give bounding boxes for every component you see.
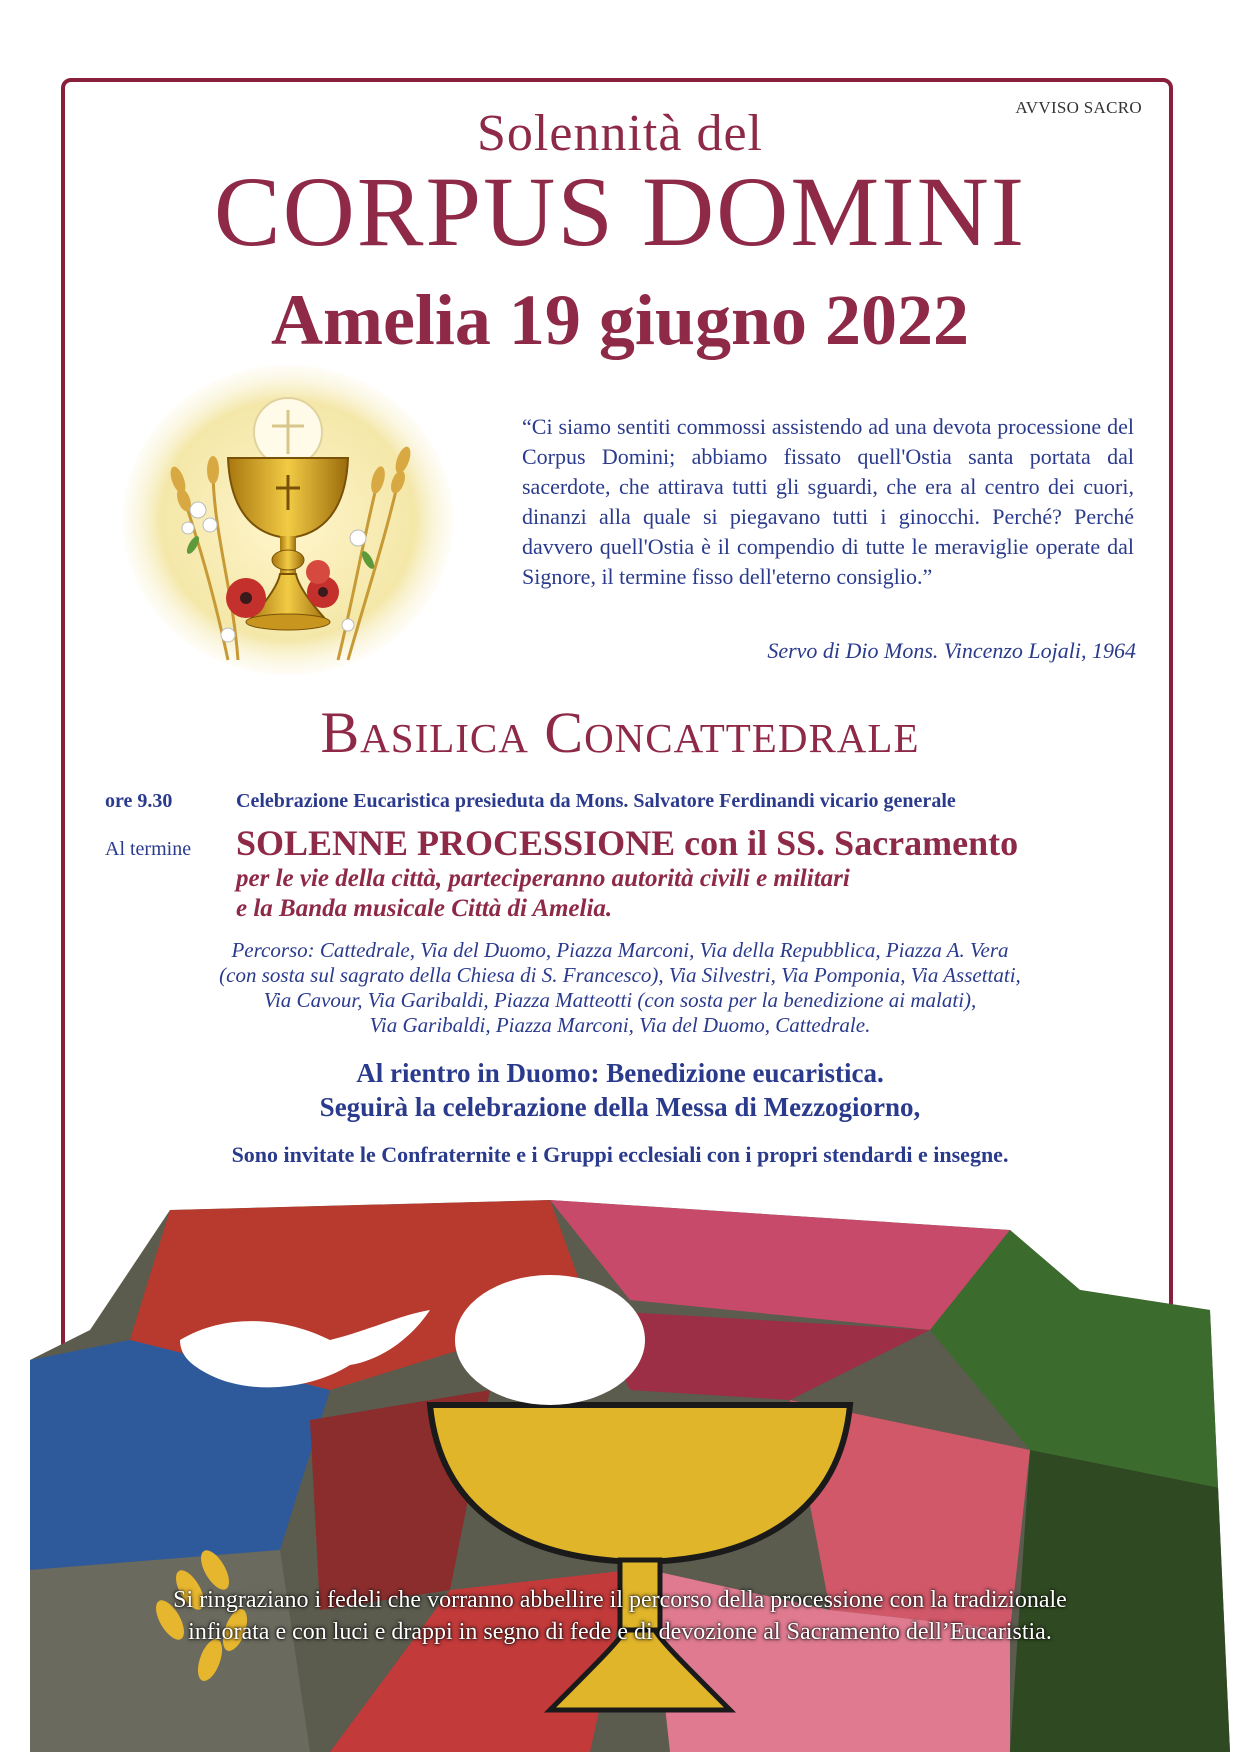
procession-details bbox=[236, 864, 850, 924]
route-line: (con sosta sul sagrato della Chiesa di S. Francesco), Via Silvestri, Via Pomponia, Via Assettati, bbox=[219, 963, 1021, 987]
subtitle: Solennità del bbox=[477, 105, 763, 162]
place-date: Amelia 19 giugno 2022 bbox=[270, 280, 970, 360]
main-title: CORPUS DOMINI bbox=[213, 156, 1027, 267]
thanks-line: infiorata e con luci e drappi in segno di fede e di devozione al Sacramento dell’Eucaristia. bbox=[188, 1619, 1052, 1645]
closing-info bbox=[0, 1056, 1240, 1124]
chalice-illustration bbox=[118, 360, 458, 680]
thanks-text bbox=[70, 1584, 1170, 1648]
schedule-event-1: Celebrazione Eucaristica presieduta da Mons. Salvatore Ferdinandi vicario generale bbox=[236, 790, 956, 812]
schedule-time-1: ore 9.30 bbox=[105, 790, 173, 812]
route-line: Via Cavour, Via Garibaldi, Piazza Matteotti (con sosta per la benedizione ai malati), bbox=[263, 988, 977, 1012]
route-description bbox=[110, 938, 1130, 1038]
quote-text: “Ci siamo sentiti commossi assistendo ad una devota processione del Corpus Domini; abbiamo fissato quell'Ostia santa portata dal sacerdote, che attirava tutti gli sguardi, che era al centro dei cuori, dinanzi alla quale si piegavano tutti i ginocchi. Perché? Perché davvero quell'Ostia è il compendio di tutte le meraviglie operate dal Signore, il termine fisso dell'eterno consiglio.” bbox=[522, 414, 1134, 589]
closing-line: Seguirà la celebrazione della Messa di Mezzogiorno, bbox=[319, 1092, 921, 1122]
quote-author: Servo di Dio Mons. Vincenzo Lojali, 1964 bbox=[767, 638, 1136, 663]
route-line: Via Garibaldi, Piazza Marconi, Via del Duomo, Cattedrale. bbox=[369, 1013, 871, 1037]
route-line: Percorso: Cattedrale, Via del Duomo, Piazza Marconi, Via della Repubblica, Piazza A. Vera bbox=[231, 938, 1009, 962]
venue-title: Basilica Concattedrale bbox=[320, 700, 920, 765]
closing-line: Al rientro in Duomo: Benedizione eucaristica. bbox=[356, 1058, 884, 1088]
infiorata-photo bbox=[30, 1190, 1230, 1752]
procession-details-line: per le vie della città, parteciperanno autorità civili e militari bbox=[236, 865, 850, 892]
procession-details-line: e la Banda musicale Città di Amelia. bbox=[236, 895, 613, 922]
invitation-text: Sono invitate le Confraternite e i Gruppi ecclesiali con i propri stendardi e insegne. bbox=[231, 1142, 1009, 1167]
procession-title: SOLENNE PROCESSIONE con il SS. Sacramento bbox=[236, 823, 1019, 863]
schedule-time-2: Al termine bbox=[105, 838, 192, 860]
thanks-line: Si ringraziano i fedeli che vorranno abbellire il percorso della processione con la tradizionale bbox=[173, 1587, 1067, 1613]
notice-label: AVVISO SACRO bbox=[1015, 98, 1142, 117]
